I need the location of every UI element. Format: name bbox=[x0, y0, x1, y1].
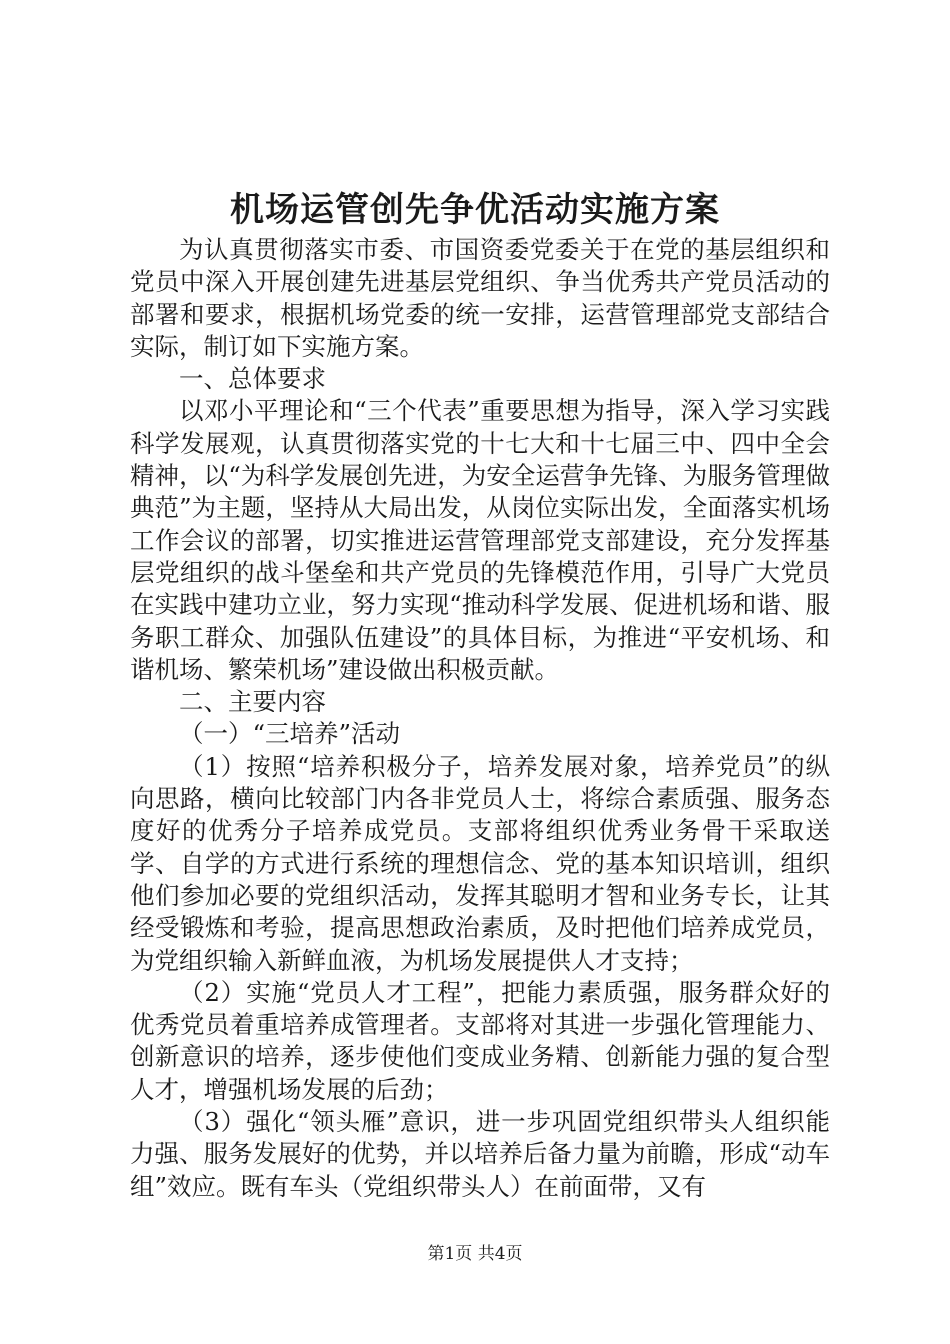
general-requirements-paragraph: 以邓小平理论和“三个代表”重要思想为指导，深入学习实践科学发展观，认真贯彻落实党的十七大和十七届三中、四中全会精神，以“为科学发展创先进，为安全运营争先锋、为服务管理做典范”为主题，坚持从大局出发，从岗位实际出发，全面落实机场工作会议的部署，切实推进运营管理部党支部建设，充分发挥基层党组织的战斗堡垒和共产党员的先锋模范作用，引导广大党员在实践中建功立业，努力实现“推动科学发展、促进机场和谐、服务职工群众、加强队伍建设”的具体目标，为推进“平安机场、和谐机场、繁荣机场”建设做出积极贡献。 bbox=[130, 396, 830, 684]
section-heading-general-requirements: 一、总体要求 bbox=[179, 364, 326, 394]
item-paragraph-1: （1）按照“培养积极分子，培养发展对象，培养党员”的纵向思路，横向比较部门内各非党员人士，将综合素质强、服务态度好的优秀分子培养成党员。支部将组织优秀业务骨干采取送学、自学的方式进行系统的理想信念、党的基本知识培训，组织他们参加必要的党组织活动，发挥其聪明才智和业务专长，让其经受锻炼和考验，提高思想政治素质，及时把他们培养成党员，为党组织输入新鲜血液，为机场发展提供人才支持； bbox=[130, 751, 830, 975]
section-heading-main-content: 二、主要内容 bbox=[179, 687, 326, 717]
document-title: 机场运管创先争优活动实施方案 bbox=[230, 190, 720, 230]
document-body bbox=[130, 234, 830, 1203]
item-paragraph-2: （2）实施“党员人才工程”，把能力素质强，服务群众好的优秀党员着重培养成管理者。支部将对其进一步强化管理能力、创新意识的培养，逐步使他们变成业务精、创新能力强的复合型人才，增强机场发展的后劲； bbox=[130, 977, 830, 1104]
subsection-heading-three-cultivations: （一）“三培养”活动 bbox=[179, 719, 401, 749]
page-number-footer: 第1页 共4页 bbox=[427, 1244, 523, 1264]
intro-paragraph: 为认真贯彻落实市委、市国资委党委关于在党的基层组织和党员中深入开展创建先进基层党组织、争当优秀共产党员活动的部署和要求，根据机场党委的统一安排，运营管理部党支部结合实际，制订如下实施方案。 bbox=[130, 235, 830, 361]
item-paragraph-3: （3）强化“领头雁”意识，进一步巩固党组织带头人组织能力强、服务发展好的优势，并以培养后备力量为前瞻，形成“动车组”效应。既有车头（党组织带头人）在前面带，又有 bbox=[130, 1107, 830, 1201]
